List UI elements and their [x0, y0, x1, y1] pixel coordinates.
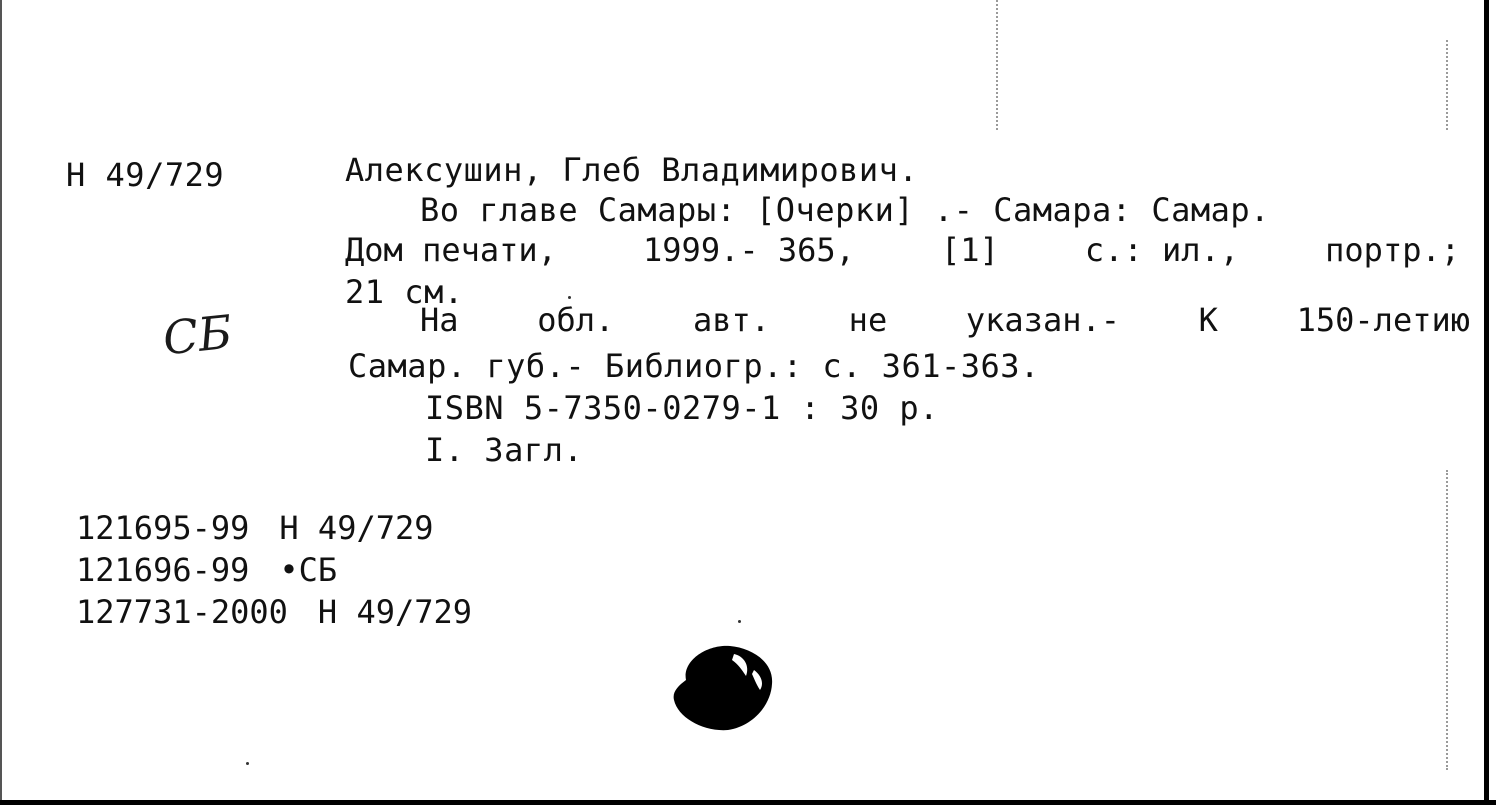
author-heading: Алексушин, Глеб Владимирович. — [345, 151, 919, 189]
note-line — [420, 300, 1470, 340]
note-word: авт. — [692, 301, 770, 339]
inventory-location: •СБ — [279, 551, 338, 589]
card-left-edge — [0, 0, 2, 805]
note-word: указан.- — [965, 301, 1120, 339]
isbn-line: ISBN 5-7350-0279-1 : 30 р. — [425, 389, 939, 427]
scan-dotted-line — [996, 0, 998, 130]
card-bottom-border — [0, 800, 1496, 805]
note-word: На — [420, 301, 459, 339]
note-word: К — [1198, 301, 1218, 339]
note-word: не — [848, 301, 888, 339]
inventory-number: 121696-99 — [76, 551, 250, 589]
note-word: обл. — [537, 301, 615, 339]
added-entry: I. Загл. — [425, 431, 584, 469]
imprint-word: Дом печати, — [345, 231, 557, 269]
scan-speck — [246, 762, 249, 765]
handwritten-sigla: СБ — [160, 304, 235, 366]
imprint-line — [345, 230, 1460, 270]
card-right-border — [1484, 0, 1489, 805]
inventory-location: Н 49/729 — [317, 593, 473, 631]
title-statement: Во главе Самары: [Очерки] .- Самара: Самар. — [420, 191, 1270, 229]
inventory-location: Н 49/729 — [279, 509, 434, 547]
inventory-number: 121695-99 — [76, 509, 250, 547]
inventory-number: 127731-2000 — [76, 593, 288, 631]
inventory-row — [76, 550, 337, 590]
imprint-word: 1999.- 365, — [643, 231, 855, 269]
note-word: 150-летию — [1296, 301, 1470, 339]
inventory-row — [76, 508, 434, 548]
scan-speck — [568, 296, 571, 299]
imprint-word: с.: ил., — [1084, 231, 1240, 269]
imprint-word: портр.; — [1325, 231, 1460, 269]
bibliography-note: Самар. губ.- Библиогр.: с. 361-363. — [348, 347, 1040, 385]
punch-hole — [668, 640, 776, 732]
scan-dotted-line — [1446, 470, 1448, 770]
dimensions: 21 см. — [345, 273, 464, 311]
scan-dotted-line — [1446, 40, 1448, 130]
inventory-row — [76, 592, 472, 632]
imprint-word: [1] — [941, 231, 999, 269]
shelfmark: Н 49/729 — [66, 156, 225, 194]
scan-speck — [738, 620, 741, 623]
